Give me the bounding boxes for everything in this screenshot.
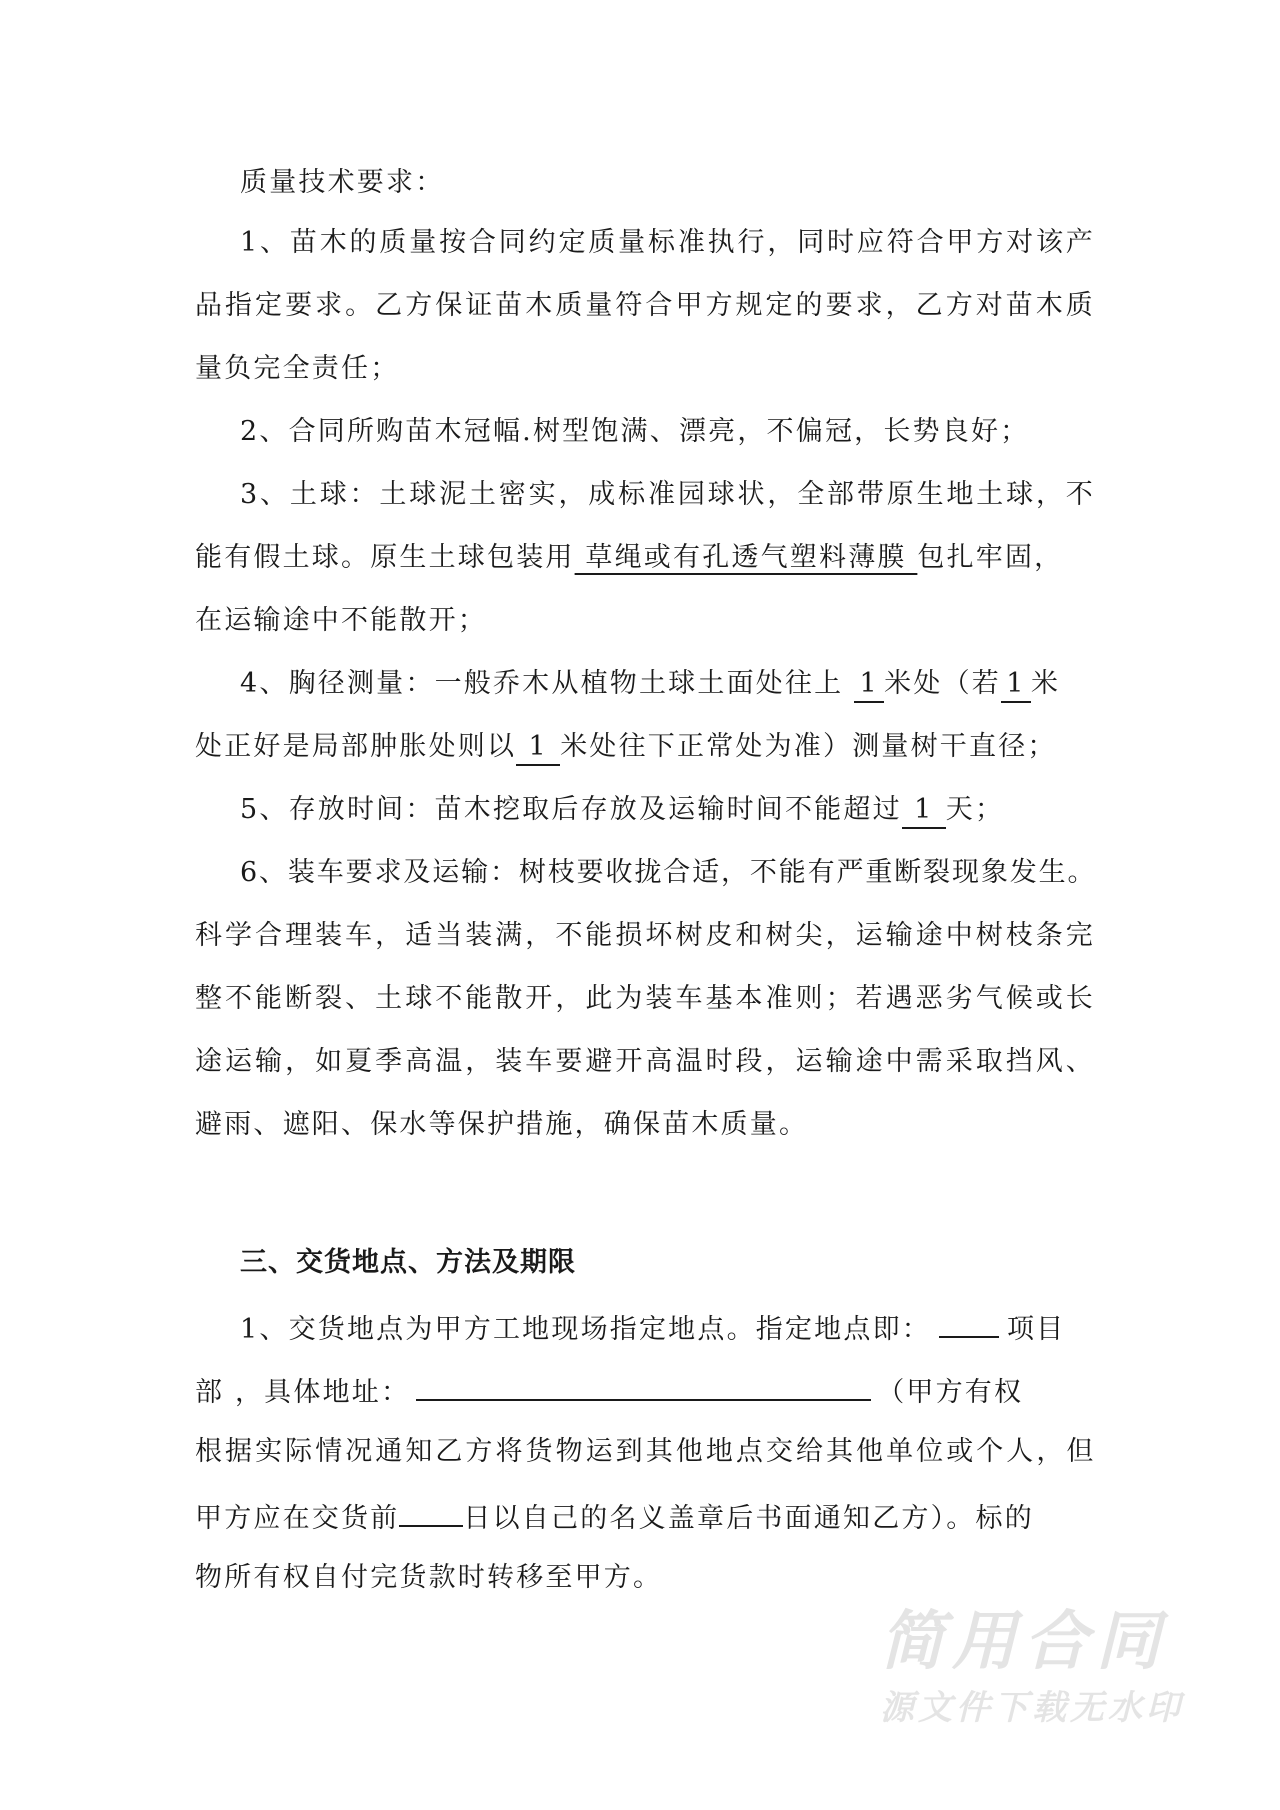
section-3-text-f: 日以自己的名义盖章后书面通知乙方）。标的	[463, 1503, 1034, 1534]
section-3-text-d: （甲方有权	[877, 1377, 1024, 1408]
item-1-line-1: 1、苗木的质量按合同约定质量标准执行，同时应符合甲方对该产	[240, 227, 1095, 258]
height-fill-1: 1	[854, 667, 884, 703]
item-4-line-2	[195, 727, 1095, 767]
storage-days-fill: 1	[902, 793, 946, 829]
section-3-line-3: 根据实际情况通知乙方将货物运到其他地点交给其他单位或个人，但	[195, 1436, 1095, 1467]
item-1-line-2: 品指定要求。乙方保证苗木质量符合甲方规定的要求，乙方对苗木质	[195, 290, 1095, 321]
section-3-line-2	[195, 1369, 1095, 1409]
item-4-line-1	[240, 664, 1095, 704]
section-3-line-4	[195, 1495, 1095, 1535]
section-3-line-1	[240, 1306, 1095, 1346]
item-2-line-1: 2、合同所购苗木冠幅.树型饱满、漂亮，不偏冠，长势良好；	[240, 416, 1030, 447]
item-3-line-2-prefix: 能有假土球。原生土球包装用	[195, 542, 575, 573]
watermark-tagline: 源文件下载无水印	[880, 1688, 1184, 1728]
section-3-line-5: 物所有权自付完货款时转移至甲方。	[195, 1562, 663, 1593]
section-3-text-c: 部 ，具体地址：	[195, 1377, 411, 1408]
packaging-material-fill: 草绳或有孔透气塑料薄膜	[574, 542, 918, 573]
section-3-text-a: 1、交货地点为甲方工地现场指定地点。指定地点即：	[240, 1314, 931, 1345]
section-3-text-b: 项目	[1006, 1314, 1066, 1345]
item-3-line-1: 3、土球：土球泥土密实，成标准园球状，全部带原生地土球，不	[240, 479, 1095, 510]
item-4-text-a: 4、胸径测量：一般乔木从植物土球土面处往上	[240, 668, 855, 699]
item-5-text-a: 5、存放时间：苗木挖取后存放及运输时间不能超过	[240, 794, 902, 825]
item-5-text-b: 天；	[945, 794, 1005, 825]
item-4-text-c: 米	[1030, 668, 1061, 699]
item-6-line-4: 途运输，如夏季高温，装车要避开高温时段，运输途中需采取挡风、	[195, 1046, 1095, 1077]
item-6-line-5: 避雨、遮阳、保水等保护措施，确保苗木质量。	[195, 1109, 809, 1140]
section-3-text-e: 甲方应在交货前	[195, 1503, 400, 1534]
item-5-line-1	[240, 790, 1095, 830]
project-blank[interactable]	[939, 1306, 999, 1338]
height-fill-2: 1	[1001, 667, 1031, 703]
item-3-line-3: 在运输途中不能散开；	[195, 605, 487, 636]
section-3-heading: 三、交货地点、方法及期限	[240, 1247, 576, 1278]
item-4-text-b: 米处（若	[884, 668, 1001, 699]
item-6-line-1: 6、装车要求及运输：树枝要收拢合适，不能有严重断裂现象发生。	[240, 857, 1095, 888]
item-6-line-2: 科学合理装车，适当装满，不能损坏树皮和树尖，运输途中树枝条完	[195, 920, 1095, 951]
item-4-text-d: 处正好是局部肿胀处则以	[195, 731, 517, 762]
address-blank[interactable]	[416, 1369, 871, 1401]
item-3-line-2	[195, 538, 1095, 578]
section-intro: 质量技术要求：	[240, 167, 445, 198]
item-6-line-3: 整不能断裂、土球不能散开，此为装车基本准则；若遇恶劣气候或长	[195, 983, 1095, 1014]
watermark-logo: 简用合同	[880, 1605, 1168, 1679]
item-3-line-2-suffix: 包扎牢固，	[917, 542, 1064, 573]
height-fill-3: 1	[516, 730, 560, 766]
item-1-line-3: 量负完全责任；	[195, 353, 400, 384]
notice-days-blank[interactable]	[399, 1495, 463, 1527]
item-4-text-e: 米处往下正常处为准）测量树干直径；	[560, 731, 1057, 762]
